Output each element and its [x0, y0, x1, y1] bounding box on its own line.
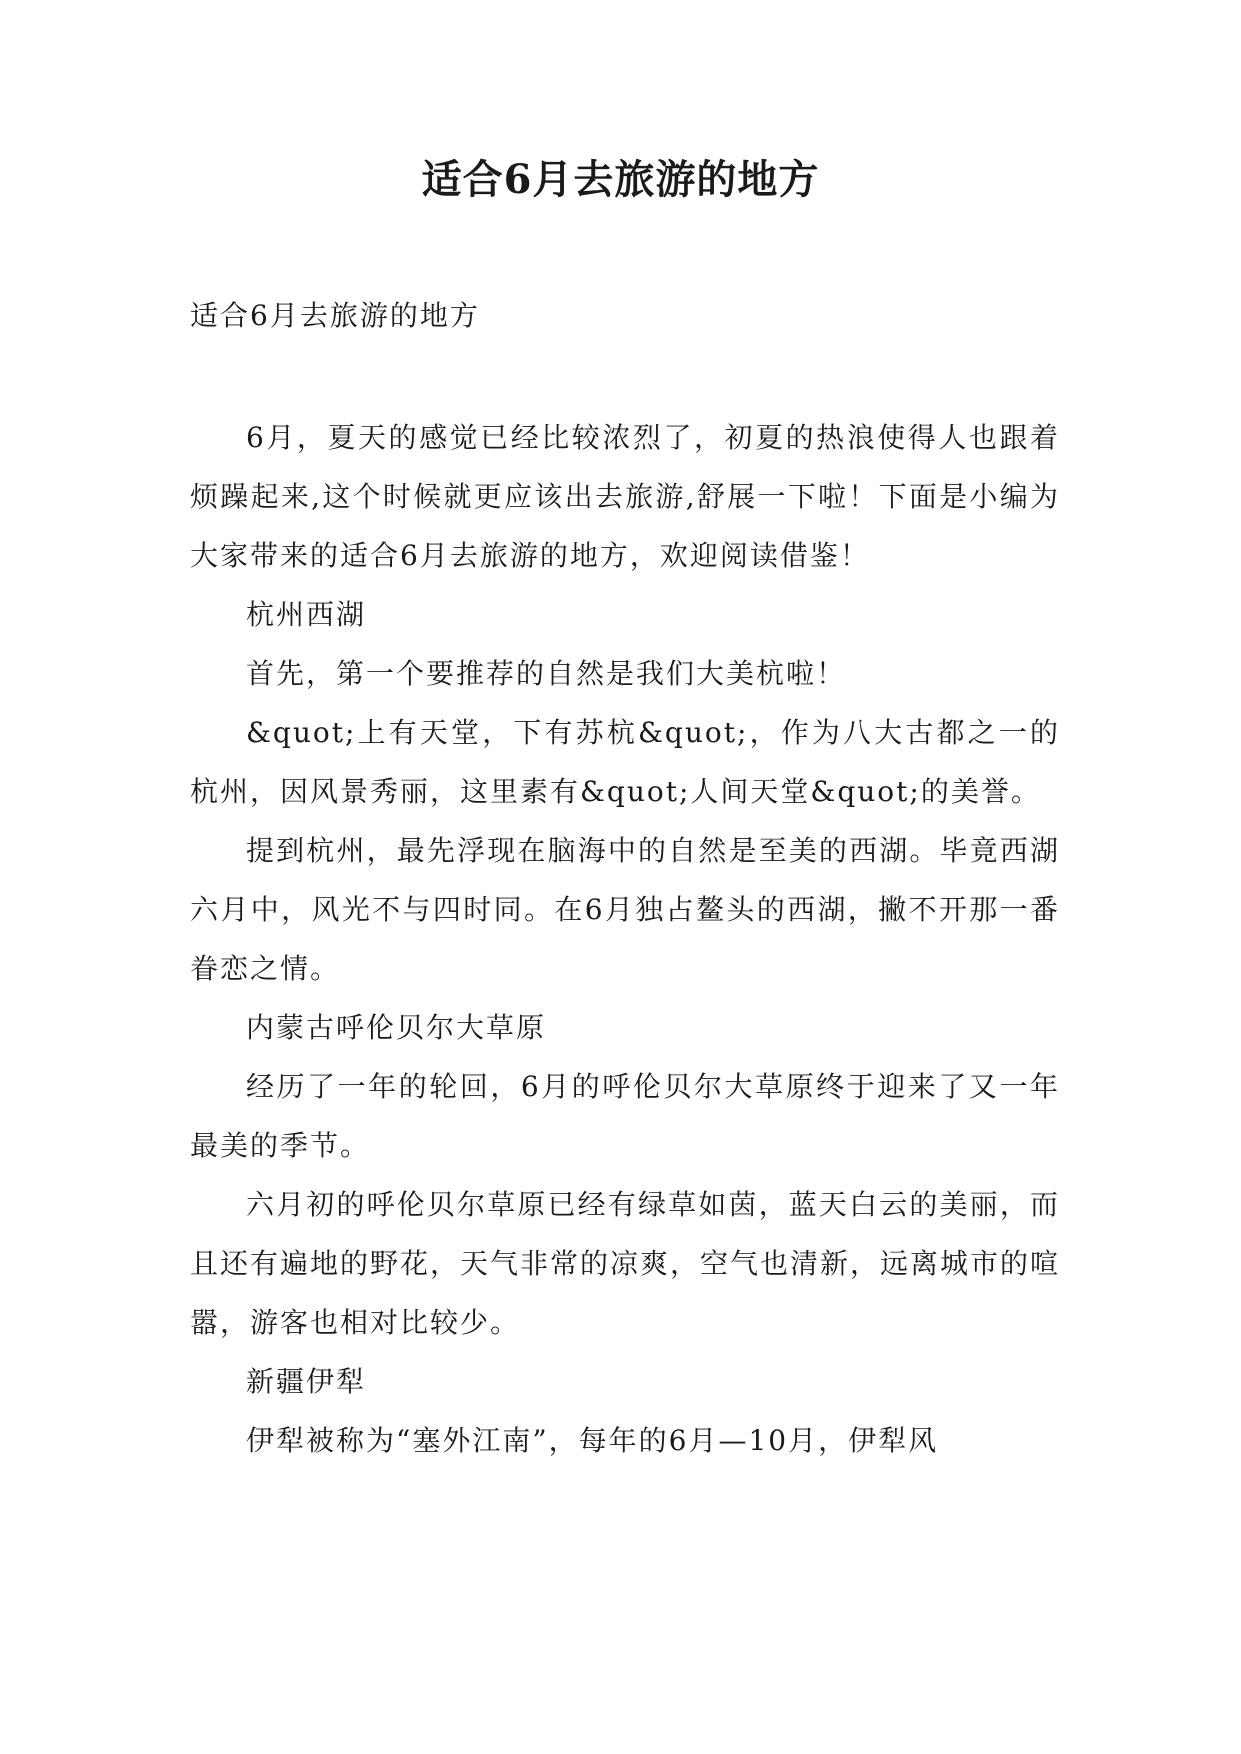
paragraph: 伊犁被称为“塞外江南”，每年的6月—10月，伊犁风 — [246, 1424, 939, 1457]
section-heading-hulunbuir: 内蒙古呼伦贝尔大草原 — [246, 1011, 547, 1044]
paragraph: &quot;上有天堂，下有苏杭&quot;，作为八大古都之一的杭州，因风景秀丽，这里素有&quot;人间天堂&quot;的美誉。 — [190, 716, 1060, 808]
page-title: 适合6月去旅游的地方 — [421, 156, 820, 203]
subtitle: 适合6月去旅游的地方 — [190, 299, 480, 332]
body-text — [190, 408, 1060, 1470]
paragraph: 提到杭州，最先浮现在脑海中的自然是至美的西湖。毕竟西湖六月中，风光不与四时同。在6月独占鳌头的西湖，撇不开那一番眷恋之情。 — [190, 834, 1060, 985]
section-heading-yili: 新疆伊犁 — [246, 1365, 367, 1398]
paragraph-intro: 6月，夏天的感觉已经比较浓烈了，初夏的热浪使得人也跟着烦躁起来,这个时候就更应该出去旅游,舒展一下啦！下面是小编为大家带来的适合6月去旅游的地方，欢迎阅读借鉴！ — [190, 421, 1060, 572]
paragraph: 六月初的呼伦贝尔草原已经有绿草如茵，蓝天白云的美丽，而且还有遍地的野花，天气非常的凉爽，空气也清新，远离城市的喧嚣，游客也相对比较少。 — [190, 1188, 1061, 1339]
paragraph: 首先，第一个要推荐的自然是我们大美杭啦！ — [246, 657, 847, 690]
section-heading-hangzhou: 杭州西湖 — [246, 598, 367, 631]
paragraph: 经历了一年的轮回，6月的呼伦贝尔大草原终于迎来了又一年最美的季节。 — [190, 1070, 1060, 1162]
